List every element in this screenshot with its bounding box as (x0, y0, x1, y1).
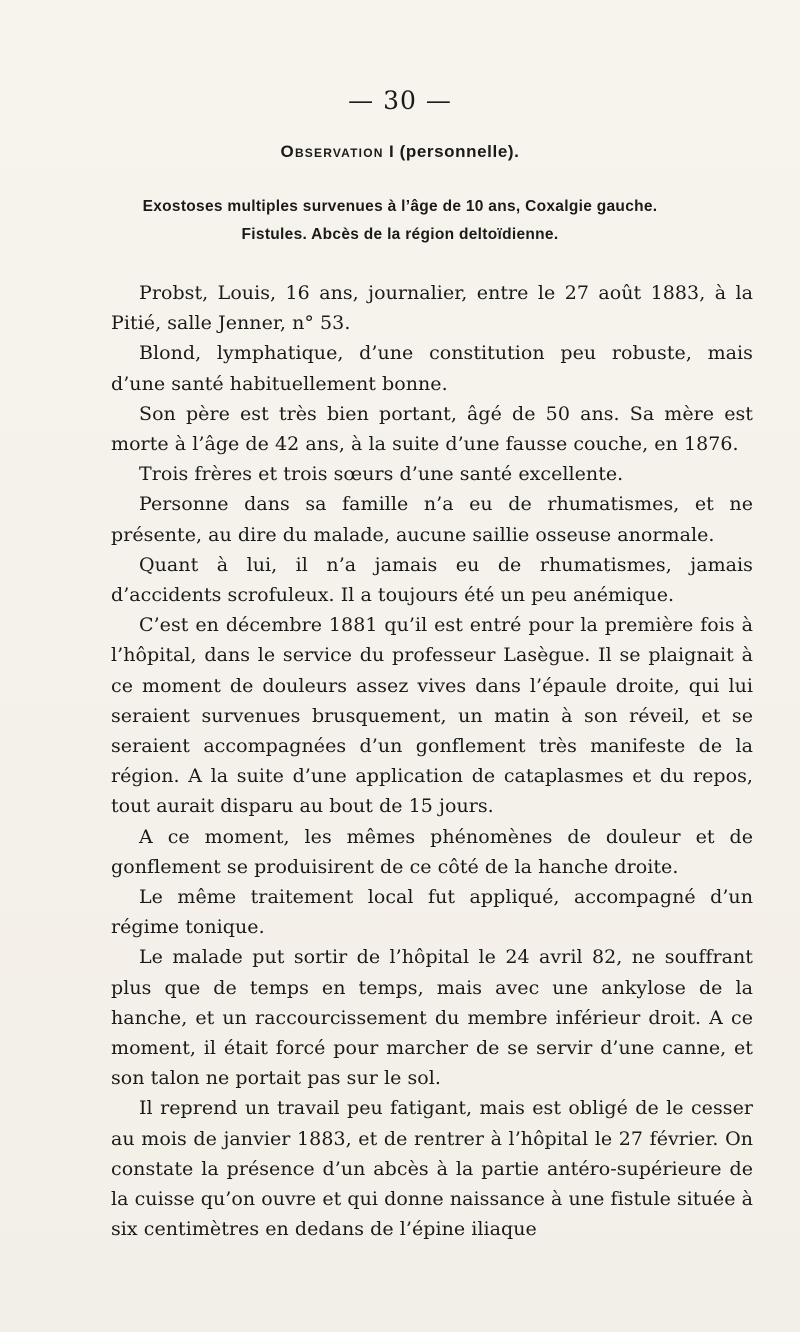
paragraph-readmission: Il reprend un travail peu fatigant, mais est obligé de le cesser au mois de janvier 1883, et de rentrer à l’hôpital le 27 février. On constate la présence d’un abcès à la partie antéro-supérieure de la cuisse qu’on ouvre et qui donne naissance à une fistule située à six centimètres en dedans de l’épine iliaque (111, 1097, 753, 1241)
case-summary-line-1: Exostoses multiples survenues à l’âge de 10 ans, Coxalgie gauche. (142, 198, 658, 215)
observation-heading-label: Observation (280, 142, 384, 161)
paragraph-parents: Son père est très bien portant, âgé de 50 ans. Sa mère est morte à l’âge de 42 ans, à la suite d’une fausse couche, en 1876. (111, 402, 753, 456)
paragraph-personal-history: Quant à lui, il n’a jamais eu de rhumatismes, jamais d’accidents scrofuleux. Il a toujours été un peu anémique. (111, 553, 753, 607)
paragraph-constitution: Blond, lymphatique, d’une constitution peu robuste, mais d’une santé habituellement bonne. (111, 342, 753, 395)
paragraph-family-history: Personne dans sa famille n’a eu de rhumatismes, et ne présente, au dire du malade, aucune saillie osseuse anormale. (111, 493, 753, 546)
paragraph-discharge: Le malade put sortir de l’hôpital le 24 avril 82, ne souffrant plus que de temps en temps, mais avec une ankylose de la hanche, et un raccourcissement du membre inférieur droit. A ce moment, il était forcé pour marcher de se servir d’une canne, et son talon ne portait pas sur le sol. (111, 946, 753, 1090)
case-summary-line-2: Fistules. Abcès de la région deltoïdienne. (241, 226, 559, 243)
paragraph-patient-admission: Probst, Louis, 16 ans, journalier, entre le 27 août 1883, à la Pitié, salle Jenner, n° 53. (111, 282, 753, 335)
paragraph-hip-symptoms: A ce moment, les mêmes phénomènes de douleur et de gonflement se produisirent de ce côté de la hanche droite. (111, 825, 753, 878)
observation-heading (0, 142, 800, 162)
observation-heading-number: I (personnelle). (383, 142, 520, 161)
paragraph-siblings: Trois frères et trois sœurs d’une santé excellente. (139, 463, 624, 486)
paragraph-treatment: Le même traitement local fut appliqué, accompagné d’un régime tonique. (111, 886, 753, 939)
paragraph-first-admission: C’est en décembre 1881 qu’il est entré pour la première fois à l’hôpital, dans le service du professeur Lasègue. Il se plaignait à ce moment de douleurs assez vives dans l’épaule droite, qui lui seraient survenues brusquement, un matin à son réveil, et se seraient accompagnées d’un gonflement très manifeste de la région. A la suite d’une application de cataplasmes et du repos, tout aurait disparu au bout de 15 jours. (111, 614, 753, 818)
page-number: — 30 — (348, 86, 452, 115)
case-body (111, 278, 753, 1245)
